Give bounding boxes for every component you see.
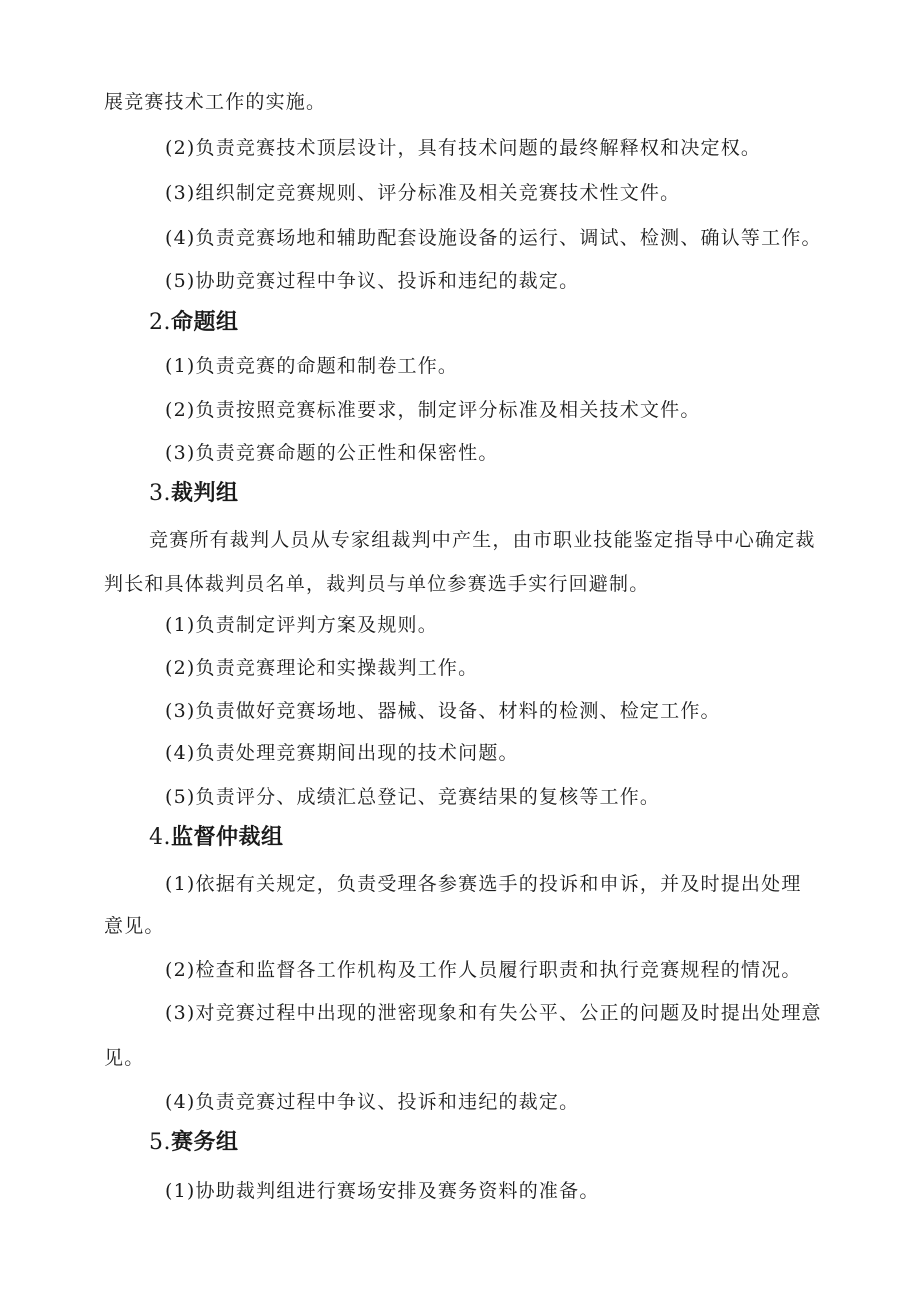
list-item: (2)负责竞赛理论和实操裁判工作。 bbox=[165, 657, 479, 679]
list-item-continuation: 见。 bbox=[104, 1047, 145, 1069]
list-item: (1)协助裁判组进行赛场安排及赛务资料的准备。 bbox=[165, 1180, 600, 1202]
list-item: (1)负责制定评判方案及规则。 bbox=[165, 614, 438, 636]
list-item: (5)协助竞赛过程中争议、投诉和违纪的裁定。 bbox=[165, 270, 580, 292]
list-item: (5)负责评分、成绩汇总登记、竞赛结果的复核等工作。 bbox=[165, 786, 661, 808]
list-item: (1)依据有关规定，负责受理各参赛选手的投诉和申诉，并及时提出处理 bbox=[165, 873, 802, 895]
section-number: 5. bbox=[149, 1130, 171, 1155]
section-heading-2 bbox=[149, 308, 239, 338]
list-item: (2)检查和监督各工作机构及工作人员履行职责和执行竞赛规程的情况。 bbox=[165, 959, 802, 981]
section-number: 3. bbox=[149, 481, 171, 506]
list-item: (3)组织制定竞赛规则、评分标准及相关竞赛技术性文件。 bbox=[165, 182, 681, 204]
list-item: (2)负责竞赛技术顶层设计，具有技术问题的最终解释权和决定权。 bbox=[165, 137, 762, 159]
list-item: (3)负责竞赛命题的公正性和保密性。 bbox=[165, 442, 499, 464]
paragraph-intro-line: 竞赛所有裁判人员从专家组裁判中产生，由市职业技能鉴定指导中心确定裁 bbox=[149, 529, 816, 551]
list-item: (4)负责竞赛场地和辅助配套设施设备的运行、调试、检测、确认等工作。 bbox=[165, 227, 822, 249]
section-heading-5 bbox=[149, 1128, 239, 1158]
section-heading-4 bbox=[149, 823, 284, 853]
section-title: 命题组 bbox=[171, 310, 239, 335]
list-item: (1)负责竞赛的命题和制卷工作。 bbox=[165, 355, 459, 377]
list-item: (4)负责竞赛过程中争议、投诉和违纪的裁定。 bbox=[165, 1091, 580, 1113]
section-title: 裁判组 bbox=[171, 481, 239, 506]
list-item: (3)负责做好竞赛场地、器械、设备、材料的检测、检定工作。 bbox=[165, 700, 721, 722]
section-title: 赛务组 bbox=[171, 1130, 239, 1155]
list-item-continuation: 意见。 bbox=[104, 915, 165, 937]
paragraph-intro-line: 判长和具体裁判员名单，裁判员与单位参赛选手实行回避制。 bbox=[104, 573, 650, 595]
list-item: (3)对竞赛过程中出现的泄密现象和有失公平、公正的问题及时提出处理意 bbox=[165, 1002, 822, 1024]
list-item: (4)负责处理竞赛期间出现的技术问题。 bbox=[165, 742, 519, 764]
section-number: 4. bbox=[149, 825, 171, 850]
section-number: 2. bbox=[149, 310, 171, 335]
paragraph-continuation: 展竞赛技术工作的实施。 bbox=[104, 91, 327, 113]
section-heading-3 bbox=[149, 479, 239, 509]
list-item: (2)负责按照竞赛标准要求，制定评分标准及相关技术文件。 bbox=[165, 399, 701, 421]
section-title: 监督仲裁组 bbox=[171, 825, 284, 850]
